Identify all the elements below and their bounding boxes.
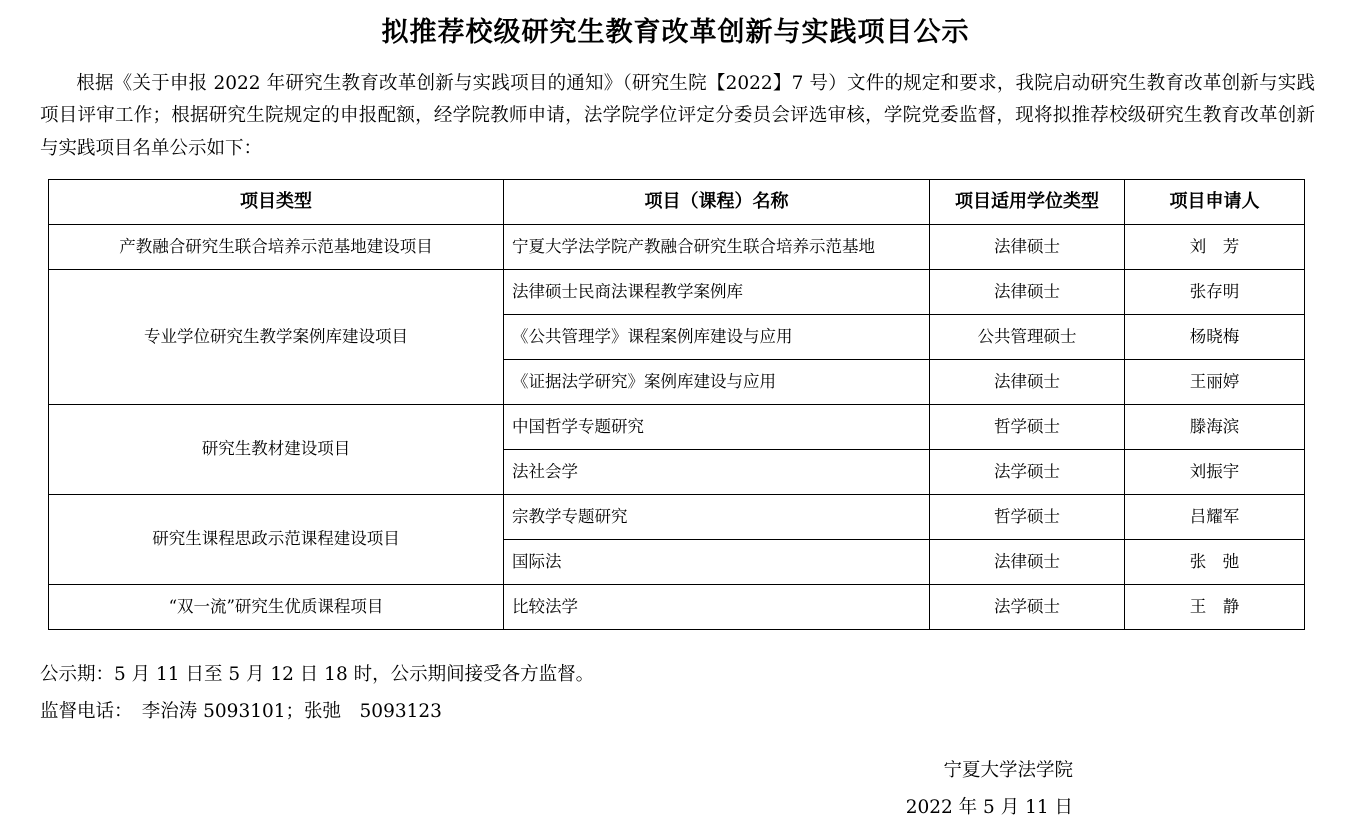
- cell-project-type: 研究生教材建设项目: [49, 404, 504, 494]
- cell-applicant: 刘振宇: [1125, 449, 1305, 494]
- table-row: [49, 584, 1305, 629]
- signature-organization: 宁夏大学法学院: [943, 759, 1073, 781]
- cell-applicant: 刘 芳: [1125, 224, 1305, 269]
- signature-date: 2022 年 5 月 11 日: [905, 796, 1073, 818]
- cell-project-name: 法社会学: [504, 449, 930, 494]
- cell-applicant: 滕海滨: [1125, 404, 1305, 449]
- cell-applicant: 吕耀军: [1125, 494, 1305, 539]
- intro-paragraph: [40, 68, 1315, 165]
- cell-applicant: 张 弛: [1125, 539, 1305, 584]
- cell-project-type: 研究生课程思政示范课程建设项目: [49, 494, 504, 584]
- table-row: [49, 404, 1305, 449]
- column-header-applicant: 项目申请人: [1125, 179, 1305, 224]
- intro-paragraph-text: 根据《关于申报 2022 年研究生教育改革创新与实践项目的通知》（研究生院【2022】7 号）文件的规定和要求，我院启动研究生教育改革创新与实践项目评审工作；根据研究生院规定的申报配额，经学院教师申请，法学院学位评定分委员会评选审核，学院党委监督，现将拟推荐校级研究生教育改革创新与实践项目名单公示如下：: [40, 72, 1315, 159]
- notice-section: [40, 656, 1351, 730]
- column-header-name: 项目（课程）名称: [504, 179, 930, 224]
- cell-project-name: 中国哲学专题研究: [504, 404, 930, 449]
- cell-degree-type: 哲学硕士: [930, 494, 1125, 539]
- cell-project-type: 产教融合研究生联合培养示范基地建设项目: [49, 224, 504, 269]
- table-header-row: [49, 179, 1305, 224]
- table-header: [49, 179, 1305, 224]
- notice-period: 公示期：5 月 11 日至 5 月 12 日 18 时，公示期间接受各方监督。: [40, 663, 595, 685]
- document-page: [0, 14, 1351, 829]
- column-header-type: 项目类型: [49, 179, 504, 224]
- cell-project-name: 宁夏大学法学院产教融合研究生联合培养示范基地: [504, 224, 930, 269]
- cell-project-type: 专业学位研究生教学案例库建设项目: [49, 269, 504, 404]
- page-title: 拟推荐校级研究生教育改革创新与实践项目公示: [381, 17, 970, 48]
- cell-project-type: “双一流”研究生优质课程项目: [49, 584, 504, 629]
- cell-degree-type: 法律硕士: [930, 359, 1125, 404]
- cell-project-name: 《证据法学研究》案例库建设与应用: [504, 359, 930, 404]
- column-header-degree: 项目适用学位类型: [930, 179, 1125, 224]
- notice-phone: 监督电话： 李治涛 5093101；张弛 5093123: [40, 700, 442, 722]
- cell-degree-type: 公共管理硕士: [930, 314, 1125, 359]
- cell-project-name: 宗教学专题研究: [504, 494, 930, 539]
- table-body: [49, 224, 1305, 629]
- cell-degree-type: 法律硕士: [930, 269, 1125, 314]
- cell-degree-type: 法学硕士: [930, 584, 1125, 629]
- cell-applicant: 杨晓梅: [1125, 314, 1305, 359]
- cell-applicant: 王丽婷: [1125, 359, 1305, 404]
- table-row: [49, 269, 1305, 314]
- cell-applicant: 王 静: [1125, 584, 1305, 629]
- cell-project-name: 《公共管理学》课程案例库建设与应用: [504, 314, 930, 359]
- cell-degree-type: 哲学硕士: [930, 404, 1125, 449]
- cell-project-name: 国际法: [504, 539, 930, 584]
- cell-project-name: 比较法学: [504, 584, 930, 629]
- cell-applicant: 张存明: [1125, 269, 1305, 314]
- cell-degree-type: 法律硕士: [930, 224, 1125, 269]
- cell-degree-type: 法律硕士: [930, 539, 1125, 584]
- table-row: [49, 494, 1305, 539]
- cell-project-name: 法律硕士民商法课程教学案例库: [504, 269, 930, 314]
- cell-degree-type: 法学硕士: [930, 449, 1125, 494]
- projects-table: [48, 179, 1305, 630]
- table-row: [49, 224, 1305, 269]
